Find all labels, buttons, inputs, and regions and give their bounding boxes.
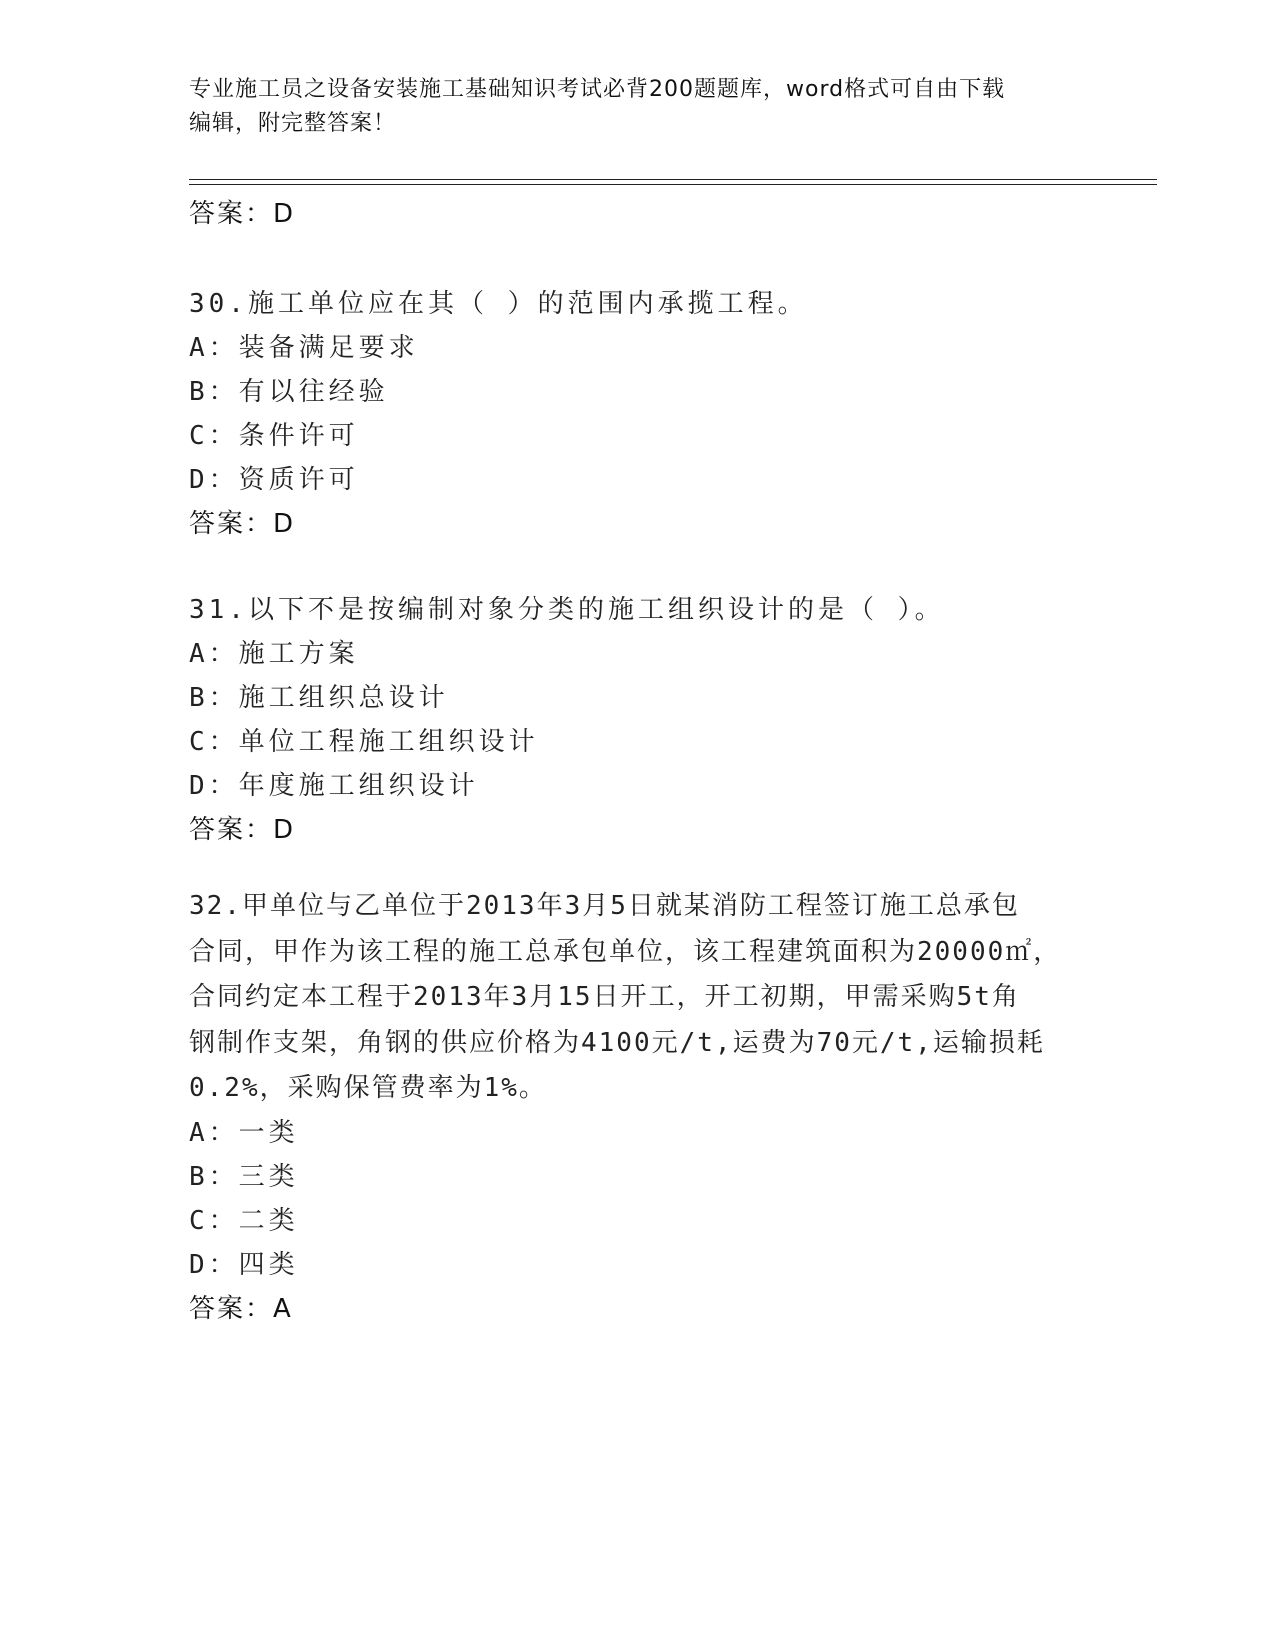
question-31-answer: 答案：D	[189, 815, 296, 845]
question-32-option-b: B：三类	[189, 1162, 299, 1192]
question-32-stem-line-5: 0.2%，采购保管费率为1%。	[189, 1073, 547, 1103]
question-32-option-c: C：二类	[189, 1206, 299, 1236]
question-32-stem	[189, 884, 1079, 1112]
question-32-option-a: A：一类	[189, 1118, 299, 1148]
question-30-option-c: C：条件许可	[189, 421, 359, 451]
question-30-option-d: D：资质许可	[189, 465, 359, 495]
question-32-stem-line-1: 32.甲单位与乙单位于2013年3月5日就某消防工程签订施工总承包	[189, 891, 1020, 921]
header-divider-top	[189, 179, 1157, 180]
question-30-option-b: B：有以往经验	[189, 377, 389, 407]
question-32-stem-line-4: 钢制作支架，角钢的供应价格为4100元/t,运费为70元/t,运输损耗	[189, 1027, 1045, 1058]
question-32-stem-line-2: 合同，甲作为该工程的施工总承包单位，该工程建筑面积为20000㎡，	[189, 936, 1062, 967]
question-31-option-b: B：施工组织总设计	[189, 683, 449, 713]
question-32-stem-line-3: 合同约定本工程于2013年3月15日开工，开工初期，甲需采购5t角	[189, 982, 1020, 1012]
question-30-option-a: A：装备满足要求	[189, 333, 419, 363]
question-30-answer: 答案：D	[189, 509, 296, 539]
question-32-answer: 答案：A	[189, 1294, 293, 1324]
header-line-2: 编辑，附完整答案！	[189, 111, 397, 136]
header-line-1: 专业施工员之设备安装施工基础知识考试必背200题题库，word格式可自由下载	[189, 77, 1006, 102]
question-30-stem: 30.施工单位应在其（ ）的范围内承揽工程。	[189, 289, 808, 319]
answer-previous: 答案：D	[189, 199, 296, 229]
question-32-option-d: D：四类	[189, 1250, 299, 1280]
question-31-option-c: C：单位工程施工组织设计	[189, 727, 539, 757]
document-header	[189, 73, 1069, 141]
question-31-option-a: A：施工方案	[189, 639, 359, 669]
header-divider-bottom	[189, 184, 1157, 185]
question-31-stem: 31.以下不是按编制对象分类的施工组织设计的是（ ）。	[189, 595, 945, 625]
question-31-option-d: D：年度施工组织设计	[189, 771, 479, 801]
